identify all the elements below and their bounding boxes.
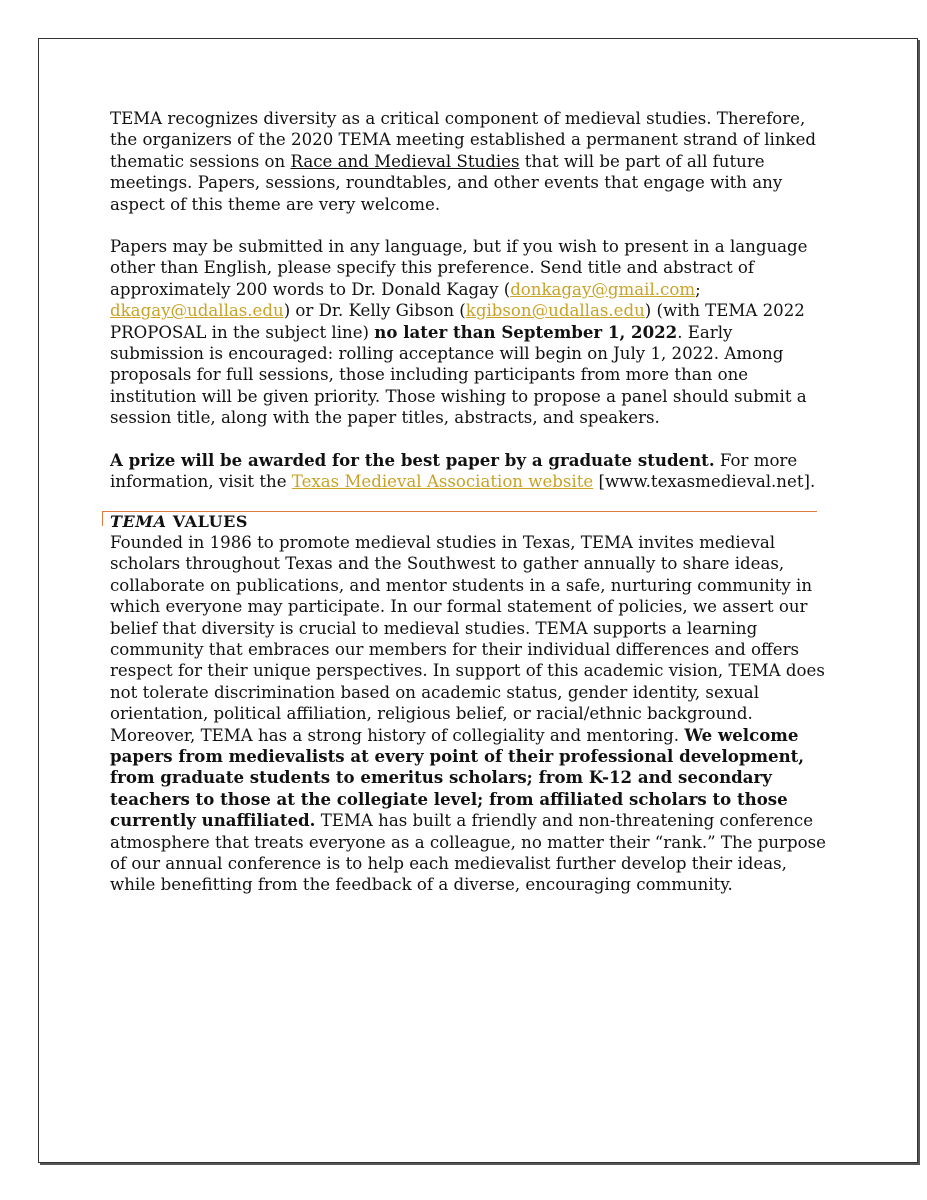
diversity-text-end: that will be part of all future meetings. Papers, sessions, roundtables, and other events that engage with any aspect of this theme are very welcome. [110,151,783,214]
email-link-kgibson-udallas[interactable]: kgibson@udallas.edu [465,301,645,321]
values-section [104,511,830,896]
values-welcome-text: We welcome papers from medievalists at every point of their professional development, from graduate students to emeritus scholars; from K-12 and secondary teachers to those at the collegiate level; from affiliated scholars to those currently unaffiliated. [110,724,805,831]
values-heading-label: VALUES [166,511,249,531]
website-url-text: [www.texasmedieval.net]. [593,472,816,492]
email-link-dkagay-udallas[interactable]: dkagay@udallas.edu [110,301,284,321]
values-heading-tema: TEMA [110,511,167,531]
email-separator: ; [695,279,701,299]
section-divider [102,511,817,526]
email-link-donkagay-gmail[interactable]: donkagay@gmail.com [510,279,696,299]
deadline-text: no later than September 1, 2022 [374,321,678,342]
prize-paragraph [110,450,830,493]
submission-text-4: . Early submission is encouraged: rolling acceptance will begin on July 1, 2022. Among proposals for full sessions, those including participants from more than one institution will be given priority. Those wishing to propose a panel should submit a session title, along with the paper titles, abstracts, and speakers. [110,322,807,428]
values-paragraph [110,532,830,896]
race-medieval-studies-text: Race and Medieval Studies [290,151,520,171]
submission-paragraph [110,236,830,429]
document-body [110,108,830,896]
tema-website-link[interactable]: Texas Medieval Association website [291,472,594,492]
values-text-2: TEMA has built a friendly and non-threatening conference atmosphere that treats everyone as a colleague, no matter their “rank.” The purpose of our annual conference is to help each medievalist further develop their ideas, while benefitting from the feedback of a diverse, encouraging community. [110,811,826,895]
prize-info-text: For more information, visit the [110,450,798,492]
diversity-paragraph [110,108,830,215]
submission-text-3: ) (with TEMA 2022 PROPOSAL in the subject line) [110,301,805,342]
values-text-1: Founded in 1986 to promote medieval studies in Texas, TEMA invites medieval scholars throughout Texas and the Southwest to gather annually to share ideas, collaborate on publications, and mentor students in a safe, nurturing community in which everyone may participate. In our formal statement of policies, we assert our belief that diversity is crucial to medieval studies. TEMA supports a learning community that embraces our members for their individual differences and offers respect for their unique perspectives. In support of this academic vision, TEMA does not tolerate discrimination based on academic status, gender identity, sexual orientation, political affiliation, religious belief, or racial/ethnic background. Moreover, TEMA has a strong history of collegiality and mentoring. [110,532,825,745]
diversity-text-start: TEMA recognizes diversity as a critical component of medieval studies. Therefore, the organizers of the 2020 TEMA meeting established a permanent strand of linked thematic sessions on [110,109,817,171]
submission-text-1: Papers may be submitted in any language, but if you wish to present in a language other than English, please specify this preference. Send title and abstract of approximately 200 words to Dr. Donald Kagay ( [110,237,808,299]
prize-text: A prize will be awarded for the best paper by a graduate student. [110,449,715,470]
submission-text-2: ) or Dr. Kelly Gibson ( [283,301,466,321]
